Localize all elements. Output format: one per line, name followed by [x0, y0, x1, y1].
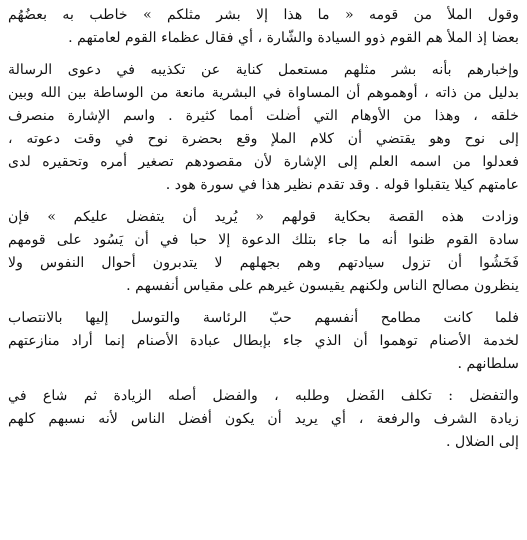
text-line: لخدمة الأصنام توهموا أن الذي جاء بإبطال عبادة الأصنام إنما أراد منازعتهم	[8, 333, 519, 349]
text-line: إلى نوح وهو يقتضي أن كلام الملإ وقع بحضرة نوح في وقت دعوته ،	[8, 131, 519, 147]
text-line: وقول الملأ من قومه « ما هذا إلا بشر مثلكم » خاطب به بعضُهُم	[8, 7, 519, 23]
text-line: زيادة الشرف والرفعة ، أي يريد أن يكون أفضل الناس لأنه نسبهم كلهم	[8, 411, 519, 427]
text-line: سادة القوم ظنوا أنه ما جاء بتلك الدعوة إلا حبا في أن يَسُود على قومهم	[8, 232, 519, 248]
paragraph-5	[8, 385, 519, 454]
text-line: بعضا إذ الملأ هم القوم ذوو السيادة والشّارة ، أي فقال عظماء القوم لعامتهم .	[68, 30, 519, 46]
text-line: وزادت هذه القصة بحكاية قولهم « يُريد أن يتفضل عليكم » فإن	[8, 209, 519, 225]
paragraph-1	[8, 4, 519, 50]
text-line: فعدلوا من اسمه العلم إلى الإشارة لأن مقصودهم تصغير أمره وتحقيره لدى	[8, 154, 519, 170]
paragraph-3	[8, 206, 519, 298]
text-line: فلما كانت مطامح أنفسهم حبّ الرئاسة والتوسل إليها بالانتصاب	[8, 310, 519, 326]
text-line: وإخبارهم بأنه بشر مثلهم مستعمل كناية عن تكذيبه في دعوى الرسالة	[8, 62, 519, 78]
text-line: سلطانهم .	[457, 356, 519, 372]
paragraph-2	[8, 59, 519, 197]
text-line: والتفضل : تكلف الفَضل وطلبه ، والفضل أصله الزيادة ثم شاع في	[8, 388, 519, 404]
paragraph-4	[8, 307, 519, 376]
text-line: عامتهم كيلا يتقبلوا قوله . وقد تقدم نظير هذا في سورة هود .	[165, 177, 519, 193]
text-line: إلى الضلال .	[446, 434, 519, 450]
text-line: بدليل من ذاته ، أوهموهم أن المساواة في البشرية مانعة من الوساطة بين الله وبين	[8, 85, 519, 101]
text-line: خلقه ، وهذا من الأوهام التي أضلت أمما كثيرة . واسم الإشارة منصرف	[8, 108, 519, 124]
text-line: ينظرون مصالح الناس ولكنهم يقيسون غيرهم على مقياس أنفسهم .	[126, 278, 519, 294]
text-line: فَخَشُوا أن تزول سيادتهم وهم بجهلهم لا يتدبرون أحوال النفوس ولا	[8, 255, 519, 271]
